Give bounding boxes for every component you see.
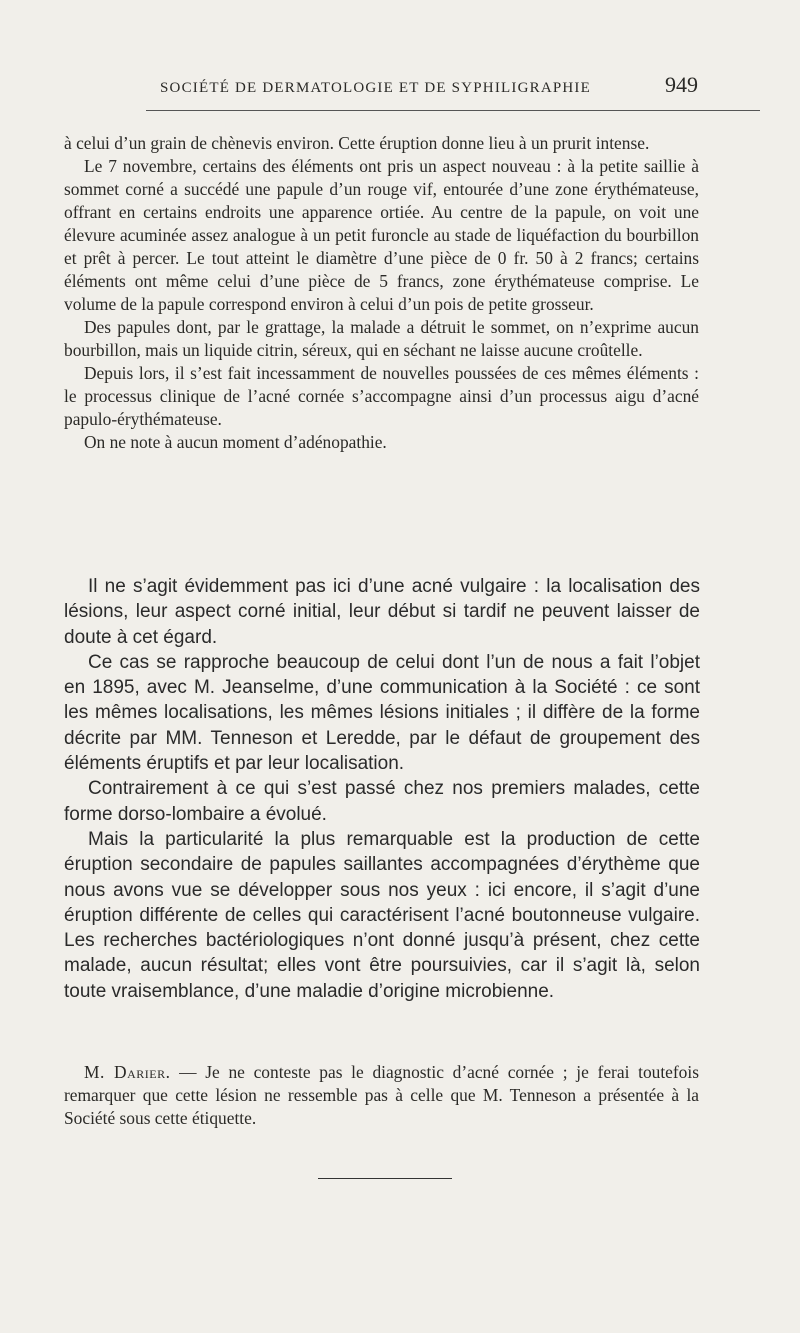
discussion-paragraph: Ce cas se rapproche beaucoup de celui dont l’un de nous a fait l’objet en 1895, avec M. Jeanselme, d’une communication à la Société : ce sont les mêmes localisations, les mêmes lésions initiales ; il diffère de la forme décrite par MM. Tenneson et Leredde, par le défaut de groupement des éléments éruptifs et par leur localisation. — [64, 651, 700, 775]
page-number: 949 — [665, 72, 698, 97]
comment-section — [64, 1061, 699, 1130]
running-head: SOCIÉTÉ DE DERMATOLOGIE ET DE SYPHILIGRAPHIE — [160, 80, 591, 96]
speaker-name: M. Darier. — [84, 1062, 171, 1082]
discussion-paragraph: Mais la particularité la plus remarquable est la production de cette éruption secondaire de papules saillantes accompagnées d’érythème que nous avons vue se développer sous nos yeux : ici encore, il s’agit d’une éruption différente de celles qui caractérisent l’acné boutonneuse vulgaire. Les recherches bactériologiques n’ont donné jusqu’à présent, chez cette malade, aucun résultat; elles vont être poursuivies, car il s’agit là, selon toute vraisemblance, d’une maladie d’origine microbienne. — [64, 828, 700, 1002]
case-paragraph: On ne note à aucun moment d’adénopathie. — [84, 432, 387, 452]
case-paragraph: Depuis lors, il s’est fait incessamment de nouvelles poussées de ces mêmes éléments : le processus clinique de l’acné cornée s’accompagne ainsi d’un processus aigu d’acné papulo-érythémateuse. — [64, 363, 699, 429]
comment-text: — Je ne conteste pas le diagnostic d’acné cornée ; je ferai toutefois remarquer que cette lésion ne ressemble pas à celle que M. Tenneson a présentée à la Société sous cette étiquette. — [64, 1062, 699, 1128]
discussion-paragraph: Contrairement à ce qui s’est passé chez nos premiers malades, cette forme dorso-lombaire a évolué. — [64, 778, 700, 825]
comment-paragraph — [64, 1061, 699, 1130]
case-report-section — [64, 132, 699, 454]
discussion-paragraph: Il ne s’agit évidemment pas ici d’une acné vulgaire : la localisation des lésions, leur aspect corné initial, leur début si tardif ne peuvent laisser de doute à cet égard. — [64, 576, 700, 648]
header-rule — [146, 110, 760, 111]
case-paragraph: Des papules dont, par le grattage, la malade a détruit le sommet, on n’exprime aucun bourbillon, mais un liquide citrin, séreux, qui en séchant ne laisse aucune croûtelle. — [64, 317, 699, 360]
case-paragraph: à celui d’un grain de chènevis environ. Cette éruption donne lieu à un prurit intense. — [64, 133, 650, 153]
discussion-section — [64, 574, 700, 1004]
section-end-rule — [318, 1178, 452, 1179]
case-paragraph: Le 7 novembre, certains des éléments ont pris un aspect nouveau : à la petite saillie à sommet corné a succédé une papule d’un rouge vif, entourée d’une zone érythémateuse, offrant en certains endroits une apparence ortiée. Au centre de la papule, on voit une élevure acuminée assez analogue à un petit furoncle au stade de liquéfaction du bourbillon et prêt à percer. Le tout atteint le diamètre d’une pièce de 0 fr. 50 à 2 francs; certains éléments ont même celui d’une pièce de 5 francs, zone érythémateuse comprise. Le volume de la papule correspond environ à celui d’un pois de petite grosseur. — [64, 156, 699, 314]
page-header — [64, 68, 700, 108]
